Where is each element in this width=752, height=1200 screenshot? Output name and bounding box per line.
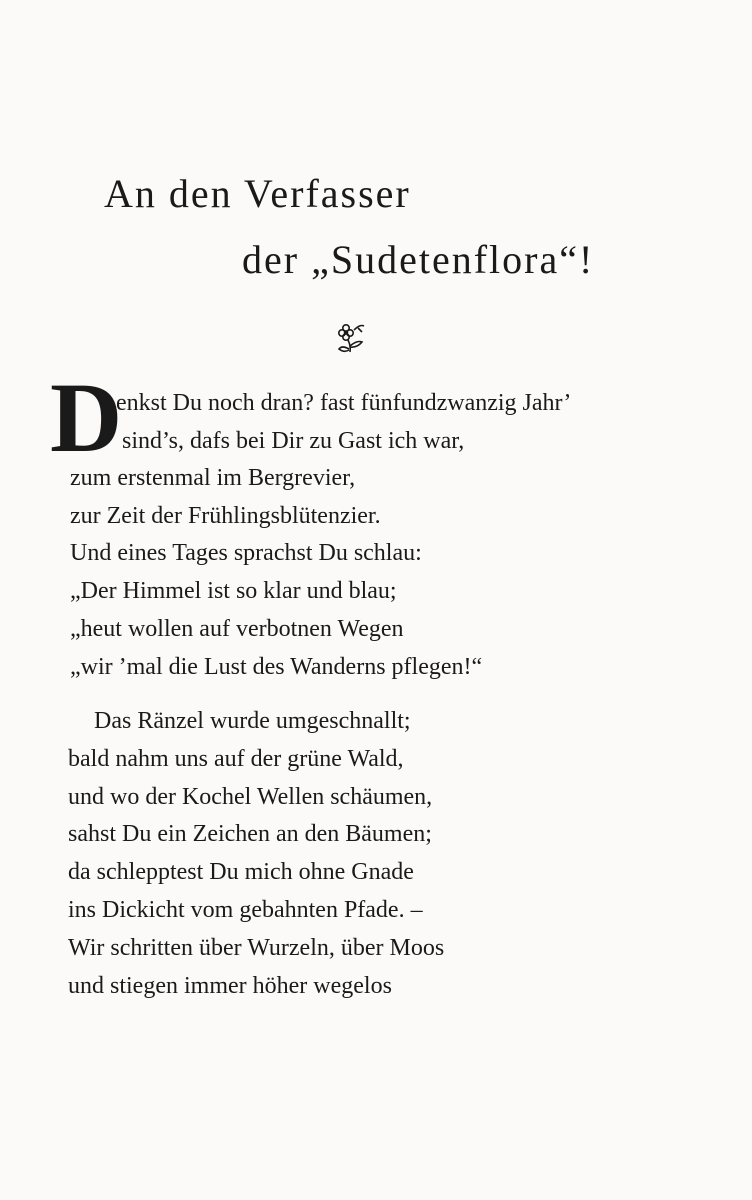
- verse-line: ins Dickicht vom gebahnten Pfade. –: [68, 897, 423, 923]
- verse-line: zum erstenmal im Bergrevier,: [70, 465, 356, 491]
- verse-line: und stiegen immer höher wegelos: [68, 973, 392, 999]
- verse-line: Das Ränzel wurde umgeschnallt;: [94, 708, 411, 734]
- verse-line: bald nahm uns auf der grüne Wald,: [68, 746, 404, 772]
- verse-line: und wo der Kochel Wellen schäumen,: [68, 784, 433, 810]
- verse-line: Und eines Tages sprachst Du schlau:: [70, 540, 422, 566]
- title-line-2: der „Sudetenflora“!: [242, 237, 595, 282]
- verse-line: sind’s, dafs bei Dir zu Gast ich war,: [122, 428, 465, 454]
- drop-cap: D: [50, 362, 123, 473]
- verse-line: Wir schritten über Wurzeln, über Moos: [68, 935, 445, 961]
- verse-line: enkst Du noch dran? fast fünfundzwanzig Jahr’: [116, 390, 572, 416]
- verse-line: sahst Du ein Zeichen an den Bäumen;: [68, 821, 432, 847]
- verse-line: zur Zeit der Frühlingsblütenzier.: [70, 503, 381, 529]
- title-line-1: An den Verfasser: [104, 171, 411, 216]
- flower-ornament-icon: [334, 320, 370, 356]
- verse-line: „Der Himmel ist so klar und blau;: [70, 578, 397, 604]
- verse-line: da schlepptest Du mich ohne Gnade: [68, 859, 414, 885]
- verse-line: „heut wollen auf verbotnen Wegen: [70, 616, 404, 642]
- verse-line: „wir ’mal die Lust des Wanderns pflegen!“: [70, 654, 483, 680]
